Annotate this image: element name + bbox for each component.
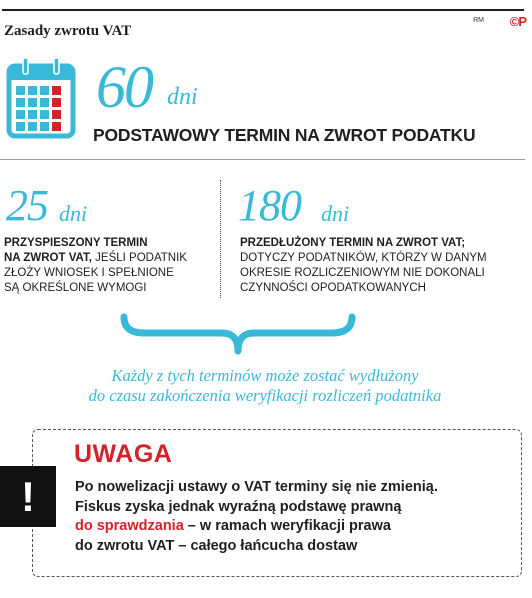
extended-line1: PRZEDŁUŻONY TERMIN NA ZWROT VAT; <box>240 237 466 249</box>
warning-line1: Po nowelizacji ustawy o VAT terminy się nie zmienią. <box>75 479 438 495</box>
accelerated-line2-rest: JEŚLI PODATNIK <box>91 252 187 264</box>
warning-line3-rest: – w ramach weryfikacji prawa <box>183 518 391 534</box>
accelerated-line4: SĄ OKREŚLONE WYMOGI <box>4 282 147 294</box>
calendar-icon <box>6 58 76 140</box>
accelerated-line1: PRZYSPIESZONY TERMIN <box>4 237 148 249</box>
header-title: Zasady zwrotu VAT <box>4 23 132 39</box>
accelerated-days-number: 25 <box>6 181 48 230</box>
column-separator <box>220 180 221 298</box>
divider <box>0 159 525 160</box>
extended-days-number: 180 <box>238 181 301 230</box>
extended-line3: OKRESIE ROZLICZENIOWYM NIE DOKONALI <box>240 267 485 279</box>
curly-brace-icon <box>118 313 358 357</box>
brand-logo: ©P <box>509 14 526 29</box>
warning-highlight: do sprawdzania <box>75 518 184 534</box>
extended-line4: CZYNNOŚCI OPODATKOWANYCH <box>240 282 426 294</box>
extension-note-line1: Każdy z tych terminów może zostać wydłużony <box>111 366 419 385</box>
warning-line4: do zwrotu VAT – całego łańcucha dostaw <box>75 537 358 554</box>
extended-term-description <box>240 236 525 296</box>
exclamation-symbol: ! <box>21 473 35 520</box>
main-days-unit: dni <box>167 84 198 110</box>
extension-note <box>20 366 510 406</box>
warning-line2: Fiskus zyska jednak wyraźną podstawę prawną <box>75 498 402 515</box>
accelerated-line2-bold: NA ZWROT VAT, <box>4 252 92 264</box>
exclamation-icon <box>0 466 56 527</box>
main-caption: PODSTAWOWY TERMIN NA ZWROT PODATKU <box>93 125 476 145</box>
top-rule <box>2 9 524 11</box>
accelerated-line3: ZŁOŻY WNIOSEK I SPEŁNIONE <box>4 267 174 279</box>
accelerated-days-unit: dni <box>59 201 88 226</box>
extended-line2: DOTYCZY PODATNIKÓW, KTÓRZY W DANYM <box>240 252 487 264</box>
main-days-number: 60 <box>96 54 152 120</box>
extension-note-line2: do czasu zakończenia weryfikacji rozliczeń podatnika <box>88 386 442 405</box>
warning-body <box>75 478 520 556</box>
extended-days-unit: dni <box>321 201 350 226</box>
accelerated-term-description <box>4 236 214 296</box>
warning-title: UWAGA <box>74 440 173 468</box>
author-credit: RM <box>473 17 484 24</box>
